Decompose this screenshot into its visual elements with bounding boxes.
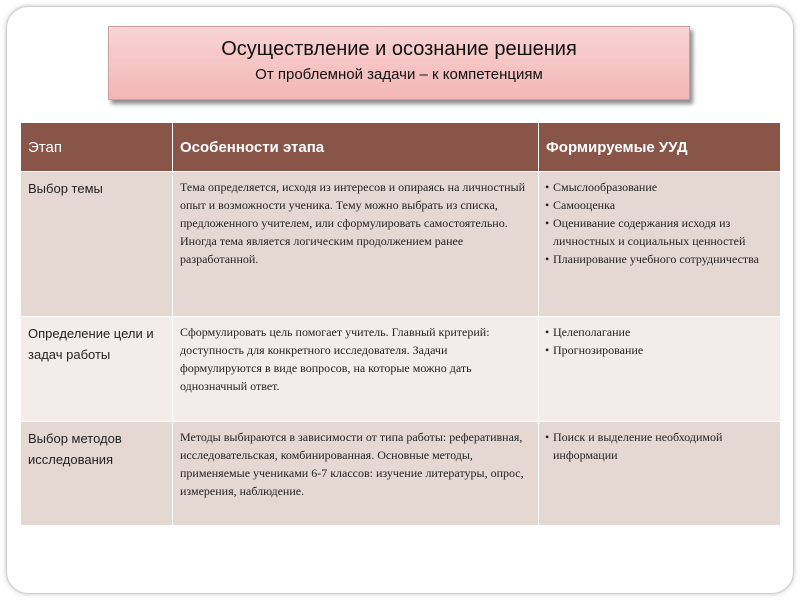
title-box xyxy=(108,26,690,100)
uud-item: • Оценивание содержания исходя из личностных и социальных ценностей xyxy=(546,214,773,250)
stage-cell: Выбор методов исследования xyxy=(21,422,173,526)
uud-list xyxy=(546,178,773,268)
column-header-uud: Формируемые УУД xyxy=(539,123,781,172)
uud-item: • Прогнозирование xyxy=(546,341,773,359)
table-row xyxy=(21,172,781,317)
table-row xyxy=(21,317,781,422)
uud-cell xyxy=(539,422,781,526)
uud-item: • Смыслообразование xyxy=(546,178,773,196)
slide-title: Осуществление и осознание решения xyxy=(221,38,577,60)
uud-list xyxy=(546,428,773,464)
stages-table xyxy=(20,122,781,526)
description-cell: Методы выбираются в зависимости от типа работы: реферативная, исследовательская, комбинированная. Основные методы, применяемые учениками 6-7 классов: изучение литературы, опрос, измерения, наблюдение. xyxy=(173,422,539,526)
stage-cell: Выбор темы xyxy=(21,172,173,317)
slide-subtitle: От проблемной задачи – к компетенциям xyxy=(255,66,543,83)
uud-item: • Целеполагание xyxy=(546,323,773,341)
column-header-stage: Этап xyxy=(21,123,173,172)
table-header-row xyxy=(21,123,781,172)
uud-item: • Планирование учебного сотрудничества xyxy=(546,250,773,268)
table-row xyxy=(21,422,781,526)
uud-item: • Поиск и выделение необходимой информации xyxy=(546,428,773,464)
uud-cell xyxy=(539,317,781,422)
uud-list xyxy=(546,323,773,359)
description-cell: Тема определяется, исходя из интересов и опираясь на личностный опыт и возможности ученика. Тему можно выбрать из списка, предложенного учителем, или сформулировать самостоятельно. Иногда тема является логическим продолжением ранее разработанной. xyxy=(173,172,539,317)
stage-cell: Определение цели и задач работы xyxy=(21,317,173,422)
uud-cell xyxy=(539,172,781,317)
description-cell: Сформулировать цель помогает учитель. Главный критерий: доступность для конкретного исследователя. Задачи формулируются в виде вопросов, на которые можно дать однозначный ответ. xyxy=(173,317,539,422)
column-header-features: Особенности этапа xyxy=(173,123,539,172)
uud-item: • Самооценка xyxy=(546,196,773,214)
